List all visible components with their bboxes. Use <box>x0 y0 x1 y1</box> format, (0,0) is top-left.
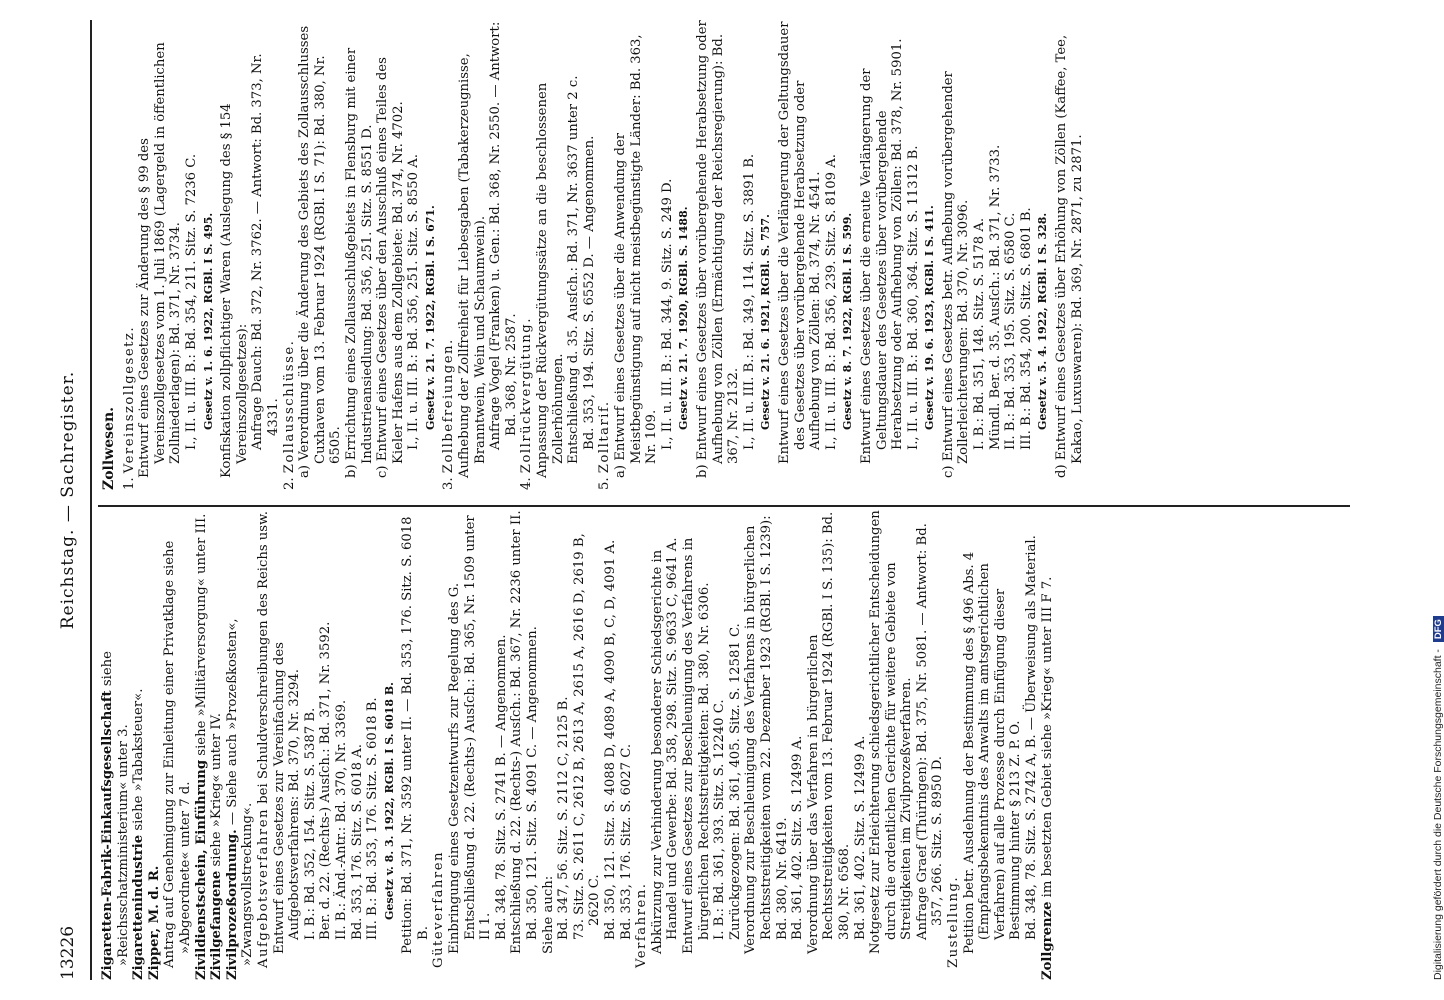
page-number: 13226 <box>58 925 78 980</box>
dfg-logo: DFG <box>1433 616 1444 642</box>
left-column-entry: Zipper, M. d. R. <box>146 865 162 980</box>
left-column-entry: Bd. 361, 402. Sitz. S. 12499 A. <box>852 735 868 940</box>
right-column-entry: I., II. u. III. B.: Bd. 360, 364. Sitz. S. 11312 B. <box>905 145 921 450</box>
right-column-entry: 1. Vereinszollgesetz. <box>121 325 137 490</box>
left-column-entry: Ber. d. 22. (Rechts-) Ausſch.: Bd. 371, Nr. 3592. <box>318 621 334 940</box>
left-column-entry: Gesetz v. 8. 3. 1922, RGBl. I S. 6018 B. <box>382 681 396 920</box>
right-column-entry: Entwurf eines Gesetzes zur Änderung des § 99 des Vereinszollgesetzes vom 1. Juli 1869 (Lagergeld in öffentlichen Zollniederlagen): Bd. 371, Nr. 3734. <box>137 42 184 478</box>
right-column-entry: Gesetz v. 21. 7. 1922, RGBl. I S. 671. <box>423 205 437 430</box>
left-column-entry: Entwurf eines Gesetzes zur Beschleunigung des Verfahrens in bürgerlichen Rechtsstreitigkeiten: Bd. 380, Nr. 6306. <box>680 537 712 954</box>
left-column-entry: Abkürzung zur Verhinderung besonderer Schiedsgerichte in Handel und Gewerbe: Bd. 358, 298. Sitz. S. 9633 C, 9641 A. <box>649 537 681 954</box>
left-column-entry: Bd. 348, 78. Sitz. S. 2741 B. — Angenommen. <box>493 634 509 940</box>
right-column-entry: Entwurf eines Gesetzes über die Verlängerung der Geltungsdauer des Gesetzes über vorübergehende Herabsetzung oder Aufhebung von Zöllen: Bd. 374, Nr. 4541. <box>776 21 824 464</box>
left-column-entry: Zigarettenindustrie siehe »Tabaksteuer«. <box>131 688 147 980</box>
right-column-entry: I., II. u. III. B.: Bd. 356, 251. Sitz. S. 8550 A. <box>406 154 422 450</box>
left-column-entry: 73. Sitz. S. 2611 C, 2612 B, 2613 A, 2615 A, 2616 D, 2619 B, 2620 C. <box>571 533 603 940</box>
right-column-entry: II. B.: Bd. 353, 195. Sitz. S. 6580 C. <box>1003 212 1019 450</box>
left-column-entry: Bd. 350, 121. Sitz. S. 4088 D, 4089 A, 4090 B, C, D, 4091 A. <box>603 539 618 940</box>
right-column-entry: 5. Zolltarif. <box>597 400 613 490</box>
left-column-entry: Bd. 361, 402. Sitz. S. 12499 A. <box>790 735 806 940</box>
right-column-entry: Entschließung d. 35. Ausſch.: Bd. 371, Nr. 3637 unter 2 c. <box>566 75 582 464</box>
left-column-entry: Bd. 347, 56. Sitz. S. 2112 C, 2125 B. <box>556 696 572 940</box>
right-column-entry: Entwurf eines Gesetzes über die erneute Verlängerung der Geltungsdauer des Gesetzes über vorübergehende Herabsetzung oder Aufhebung von Zöllen: Bd. 378, Nr. 5901. <box>858 38 906 464</box>
left-column-entry: Siehe auch: <box>540 875 556 954</box>
right-column-entry: 2. Zollausschlüsse. <box>281 339 297 490</box>
left-column-entry: Notgesetz zur Erleichterung schiedsgerichtlicher Entscheidungen durch die ordentlichen Gerichte für weitere Gebiete von Streitigkeiten im Zivilprozeßverfahren. <box>868 510 915 954</box>
digitization-note <box>1412 10 1444 990</box>
right-column-entry: 3. Zollbefreiungen. <box>441 338 457 490</box>
right-column-entry: Bd. 353, 194. Sitz. S. 6552 D. — Angenommen. <box>581 135 597 450</box>
left-column-entry: Einbringung eines Gesetzentwurfs zur Regelung des G. Entschließung d. 22. (Rechts-) Ausſch.: Bd. 365, Nr. 1509 unter II 1. <box>447 515 494 954</box>
right-column-entry: Konfiskation zollpflichtiger Waren (Auslegung des § 154 Vereinszollgesetzes): <box>219 103 250 478</box>
right-column-entry: Gesetz v. 21. 7. 1920, RGBl. S. 1488. <box>677 206 691 430</box>
right-column <box>100 20 1085 490</box>
right-column-entry: I., II. u. III. B.: Bd. 344, 9. Sitz. S. 249 D. <box>659 178 675 450</box>
left-column-entry: Zurückgezogen: Bd. 361, 405. Sitz. S. 12581 C. <box>727 623 743 940</box>
digitization-text: Digitalisierung gefördert durch die Deutsche Forschungsgemeinschaft - <box>1432 649 1444 980</box>
right-column-entry: 4. Zollrückvergütung. <box>519 317 535 490</box>
left-column-entry: Zollgrenze im besetzten Gebiet siehe »Krieg« unter III F 7. <box>1039 576 1055 980</box>
right-column-entry: III. B.: Bd. 354, 200. Sitz. S. 6801 B. <box>1018 207 1034 450</box>
right-column-entry: d) Entwurf eines Gesetzes über Erhöhung von Zöllen (Kaffee, Tee, Kakao, Luxuswaren): Bd. 369, Nr. 2871, zu 2871. <box>1054 34 1085 478</box>
left-column-entry: Anfrage Graef (Thüringen): Bd. 375, Nr. 5081. — Antwort: Bd. 357, 266. Sitz. S. 8950 D. <box>914 523 946 940</box>
right-column-entry: Zollwesen. <box>101 407 117 490</box>
left-column-entry: Verordnung über das Verfahren in bürgerlichen Rechtsstreitigkeiten vom 13. Februar 1924 (RGBl. I S. 135): Bd. 380, Nr. 6568. <box>805 511 852 954</box>
running-title: Reichstag. — Sachregister. <box>58 370 78 630</box>
right-column-entry: Gesetz v. 8. 7. 1922, RGBl. I S. 599. <box>841 212 855 430</box>
column-divider <box>98 505 1350 507</box>
right-column-entry: Gesetz v. 5. 4. 1922, RGBl. I S. 328. <box>1036 212 1050 430</box>
left-column-entry: Zigaretten-Fabrik-Einkaufsgesellschaft siehe »Reichsschatzministerium« unter 3. <box>100 651 131 980</box>
right-column-entry: b) Entwurf eines Gesetzes über vorübergehende Herabsetzung oder Aufhebung von Zöllen (Ermächtigung der Reichsregierung): Bd. 367, Nr. 2132. <box>694 20 742 478</box>
left-column-entry: Aufgebotsverfahren bei Schuldverschreibungen des Reichs usw. <box>255 511 271 968</box>
left-column-entry: Entwurf eines Gesetzes zur Vereinfachung des Aufgebotsverfahrens: Bd. 370, Nr. 3294. <box>271 642 303 954</box>
right-column-entry: b) Errichtung eines Zollausschlußgebiets in Flensburg mit einer Industrieansiedlung: Bd. 356, 251. Sitz. S. 8551 D. <box>343 47 375 478</box>
right-column-entry: c) Entwurf eines Gesetzes betr. Aufhebung vorübergehender Zollerleichterungen: Bd. 370, Nr. 3096. <box>940 71 972 478</box>
rotated-page-content <box>40 0 1370 1000</box>
right-column-entry: I., II. u. III. B.: Bd. 356, 239. Sitz. S. 8109 A. <box>823 154 839 450</box>
right-column-entry: Anfrage Vogel (Franken) u. Gen.: Bd. 368, Nr. 2550. — Antwort: Bd. 368, Nr. 2587. <box>488 21 519 450</box>
left-column-entry: Antrag auf Genehmigung zur Einleitung einer Privatklage siehe »Abgeordnete« unter 7 d. <box>162 540 193 968</box>
left-column-entry: Zivilprozeßordnung. — Siehe auch »Prozeßkosten«, »Zwangsvollstreckung«. <box>224 618 256 980</box>
left-column-entry: Bd. 353, 176. Sitz. S. 6027 C. <box>618 743 634 940</box>
right-column-entry: I., II. u. III. B.: Bd. 349, 114. Sitz. S. 3891 B. <box>741 153 757 450</box>
left-column-entry: Bd. 350, 121. Sitz. S. 4091 C. — Angenommen. <box>525 626 541 940</box>
left-column-entry: Bd. 353, 176. Sitz. S. 6018 A. <box>349 744 365 940</box>
left-column <box>100 510 1055 980</box>
right-column-entry: Anpassung der Rückvergütungssätze an die beschlossenen Zollerhöhungen. <box>535 82 566 478</box>
left-column-entry: Güteverfahren <box>431 850 447 968</box>
right-column-entry: Gesetz v. 21. 6. 1921, RGBl. S. 757. <box>759 214 773 430</box>
left-column-entry: Zivilgefangene siehe »Krieg« unter IV. <box>209 713 225 980</box>
right-column-entry: I. B.: Bd. 351, 148. Sitz. S. 5178 A. <box>972 217 988 450</box>
left-column-entry: Zivildienstschein, Einführung siehe »Militärversorgung« unter III. <box>193 513 209 980</box>
left-column-entry: Zustellung. <box>946 875 962 968</box>
left-column-entry: III. B.: Bd. 353, 176. Sitz. S. 6018 B. <box>365 697 381 940</box>
header-rule <box>90 20 92 980</box>
left-column-entry: Petition betr. Ausdehnung der Bestimmung des § 496 Abs. 4 (Empfangsbekenntnis des Anwalts im amtsgerichtlichen Verfahren) auf alle Prozesse durch Einfügung dieser Bestimmung hinter § 213 Z. P. O. <box>961 551 1024 954</box>
right-column-entry: Gesetz v. 19. 6. 1923, RGBl. I S. 411. <box>923 205 937 430</box>
right-column-entry: Aufhebung der Zollfreiheit für Liebesgaben (Tabakerzeugnisse, Branntwein, Wein und Schaumwein). <box>457 53 488 478</box>
left-column-entry: Petition: Bd. 371, Nr. 3592 unter II. — Bd. 353, 176. Sitz. S. 6018 B. <box>400 516 431 954</box>
right-column-entry: Gesetz v. 1. 6. 1922, RGBl. I S. 495. <box>201 212 215 430</box>
left-column-entry: Entschließung d. 22. (Rechts-) Ausſch.: Bd. 367, Nr. 2236 unter II. <box>509 510 525 954</box>
right-column-entry: a) Entwurf eines Gesetzes über die Anwendung der Meistbegünstigung auf nicht meistbegünstigte Länder: Bd. 363, Nr. 109. <box>613 34 660 478</box>
left-column-entry: II. B.: Änd.-Antr.: Bd. 370, Nr. 3369. <box>333 699 349 940</box>
right-column-entry: Anfrage Dauch: Bd. 372, Nr. 3762. — Antwort: Bd. 373, Nr. 4331. <box>250 53 281 450</box>
left-column-entry: I. B.: Bd. 361, 393. Sitz. S. 12240 C. <box>712 699 728 940</box>
right-column-entry: c) Entwurf eines Gesetzes über den Ausschluß eines Teiles des Kieler Hafens aus dem Zollgebiete: Bd. 374, Nr. 4702. <box>375 57 406 478</box>
page-header <box>58 20 86 980</box>
left-column-entry: Bd. 348, 78. Sitz. S. 2742 A, B. — Überweisung als Material. <box>1024 535 1040 940</box>
left-column-entry: Verfahren. <box>634 882 650 968</box>
left-column-entry: I. B.: Bd. 352, 154. Sitz. S. 5387 B. <box>302 707 318 940</box>
right-column-entry: Mündl. Ber. d. 35. Ausſch.: Bd. 371, Nr. 3733. <box>987 144 1003 450</box>
left-column-entry: Verordnung zur Beschleunigung des Verfahrens in bürgerlichen Rechtsstreitigkeiten vom 22. Dezember 1923 (RGBl. I S. 1239): Bd. 380, Nr. 6419. <box>743 515 790 954</box>
right-column-entry: a) Verordnung über die Änderung des Gebiets des Zollausschlusses Cuxhaven vom 13. Februar 1924 (RGBl. I S. 71): Bd. 380, Nr. 6505. <box>297 25 344 478</box>
right-column-entry: I., II. u. III. B.: Bd. 354, 211. Sitz. S. 7236 C. <box>183 153 199 450</box>
